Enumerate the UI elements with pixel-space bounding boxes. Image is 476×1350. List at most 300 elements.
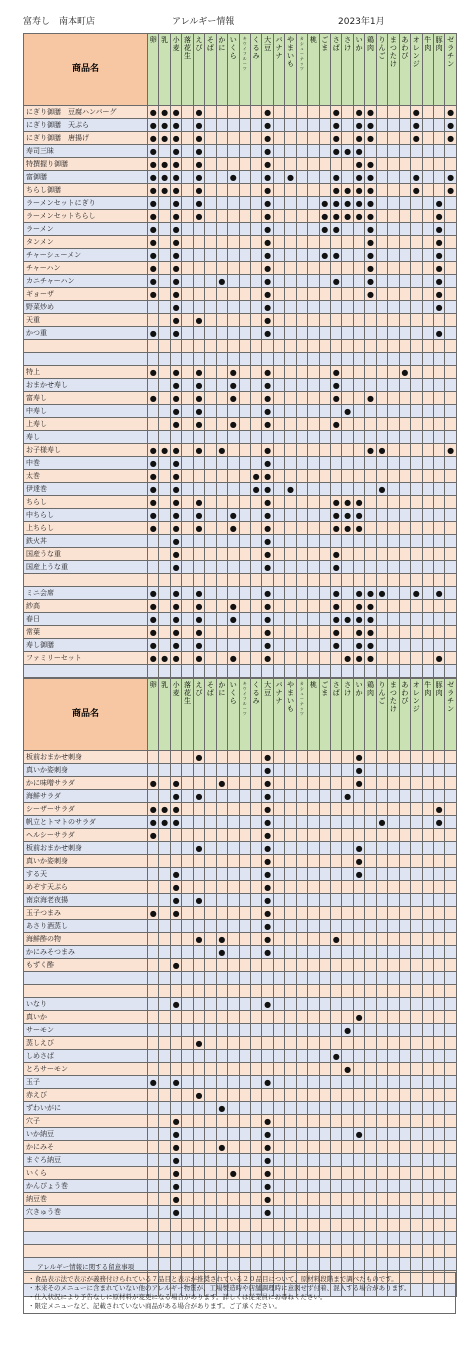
allergen-cell [411,868,422,881]
allergen-cell [228,522,239,535]
allergen-cell [445,855,456,868]
allergen-cell [331,236,342,249]
table-row [24,184,457,197]
allergen-cell [296,613,307,626]
allergen-cell [273,1115,284,1128]
allergen-cell [353,327,364,340]
allergen-label: 牛肉 [424,36,432,52]
allergen-cell [170,522,181,535]
allergen-cell [308,1115,319,1128]
allergen-cell [319,301,330,314]
allergen-cell [433,379,444,392]
allergen-cell [365,483,376,496]
table-row [24,444,457,457]
product-name: カニチャーハン [24,275,148,288]
allergen-cell [399,751,410,764]
allergen-cell [285,790,296,803]
allergen-cell [205,249,216,262]
allergen-cell [239,444,250,457]
allergen-cell [285,764,296,777]
allergen-cell [388,561,399,574]
allergen-cell [376,933,387,946]
allergen-cell [353,881,364,894]
allergen-cell [205,392,216,405]
table-row [24,1024,457,1037]
allergen-cell [353,1167,364,1180]
allergen-cell [388,1050,399,1063]
allergen-mark: ● [149,471,157,481]
allergen-cell [239,764,250,777]
allergen-mark: ● [355,172,363,182]
allergen-label: 牛肉 [424,681,432,697]
allergen-mark: ● [264,1181,272,1191]
allergen-cell [159,946,170,959]
allergen-cell [159,119,170,132]
allergen-cell [148,1219,159,1232]
allergen-cell [159,1180,170,1193]
allergen-cell [411,790,422,803]
allergen-cell [170,1180,181,1193]
allergen-label: さけ [344,36,352,52]
allergen-cell [376,652,387,665]
allergen-cell [433,444,444,457]
allergen-cell [296,881,307,894]
note-item: ・仕入状況により予告なしに原材料が変更になる場合があります。詳しくは従業員にお尋ねください。 [28,1293,327,1301]
note-item: ・本来そのメニューに含まれていない他のアレルギー物質が、工場製造時や店舗調理時に意図せず付着、混入する場合があります。 [28,1284,411,1292]
allergen-cell [308,868,319,881]
allergen-cell [331,1180,342,1193]
allergen-cell [148,639,159,652]
allergen-cell [411,210,422,223]
allergen-cell [331,1050,342,1063]
allergen-cell [250,1115,261,1128]
allergen-cell [273,920,284,933]
allergen-cell [159,613,170,626]
allergen-cell [353,626,364,639]
allergen-cell [319,1206,330,1219]
allergen-mark: ● [172,791,180,801]
allergen-cell [411,803,422,816]
allergen-cell [296,1219,307,1232]
table-row [24,1063,457,1076]
allergen-mark: ● [355,588,363,598]
allergen-cell [365,236,376,249]
allergen-cell [193,392,204,405]
allergen-cell [422,881,433,894]
allergen-cell [205,639,216,652]
allergen-cell [159,1115,170,1128]
allergen-cell [193,262,204,275]
allergen-cell [353,223,364,236]
allergen-cell [445,119,456,132]
table-row [24,907,457,920]
allergen-cell [216,1154,227,1167]
allergen-cell [262,353,273,366]
allergen-cell [353,574,364,587]
allergen-mark: ● [172,1129,180,1139]
allergen-cell [342,535,353,548]
allergen-cell [445,907,456,920]
allergen-cell [319,1063,330,1076]
allergen-cell [445,301,456,314]
allergen-mark: ● [264,843,272,853]
table-row [24,816,457,829]
allergen-cell [376,1102,387,1115]
product-name: 中巻 [24,457,148,470]
product-name: 太巻 [24,470,148,483]
allergen-cell [445,483,456,496]
allergen-mark: ● [264,817,272,827]
allergen-cell [399,816,410,829]
allergen-cell [159,431,170,444]
allergen-cell [365,405,376,418]
allergen-cell [376,496,387,509]
allergen-cell [193,1193,204,1206]
allergen-cell [159,366,170,379]
allergen-cell [422,262,433,275]
allergen-cell [262,1063,273,1076]
allergen-cell [273,816,284,829]
allergen-mark: ● [172,601,180,611]
product-name: ミニ会席 [24,587,148,600]
allergen-cell [205,288,216,301]
allergen-cell [308,790,319,803]
allergen-cell [159,894,170,907]
allergen-mark: ● [149,107,157,117]
allergen-mark: ● [332,549,340,559]
allergen-cell [216,366,227,379]
allergen-cell [422,1245,433,1258]
allergen-header [205,679,216,751]
allergen-cell [216,132,227,145]
allergen-cell [216,275,227,288]
allergen-mark: ● [172,510,180,520]
allergen-cell [342,816,353,829]
allergen-cell [216,803,227,816]
allergen-cell [159,1128,170,1141]
allergen-cell [399,1232,410,1245]
allergen-cell [273,587,284,600]
allergen-cell [170,613,181,626]
allergen-cell [399,665,410,678]
allergen-mark: ● [367,393,375,403]
allergen-cell [319,132,330,145]
allergen-cell [216,894,227,907]
allergen-mark: ● [344,146,352,156]
allergen-cell [296,1063,307,1076]
allergen-header [296,34,307,106]
allergen-cell [445,561,456,574]
allergen-cell [250,829,261,842]
allergen-header [285,679,296,751]
allergen-cell [331,1089,342,1102]
allergen-cell [228,1102,239,1115]
allergen-cell [342,894,353,907]
allergen-cell [308,1232,319,1245]
allergen-cell [422,236,433,249]
allergen-cell [216,145,227,158]
allergen-label: 豚肉 [435,681,443,697]
allergen-cell [365,353,376,366]
table-row [24,314,457,327]
allergen-cell [365,613,376,626]
allergen-cell [342,223,353,236]
allergen-cell [182,171,193,184]
allergen-cell [193,933,204,946]
allergen-cell [376,145,387,158]
allergen-cell [182,1024,193,1037]
allergen-cell [182,1245,193,1258]
allergen-cell [399,1193,410,1206]
allergen-cell [388,574,399,587]
allergen-cell [273,119,284,132]
allergen-mark: ● [149,458,157,468]
allergen-cell [239,920,250,933]
allergen-cell [433,881,444,894]
allergen-cell [205,223,216,236]
allergen-mark: ● [264,549,272,559]
allergen-cell [445,262,456,275]
allergen-cell [216,561,227,574]
allergen-mark: ● [161,107,169,117]
allergen-cell [331,262,342,275]
allergen-cell [376,946,387,959]
allergen-cell [205,842,216,855]
allergen-cell [411,301,422,314]
allergen-cell [250,1245,261,1258]
allergen-cell [376,1115,387,1128]
allergen-cell [411,1063,422,1076]
allergen-cell [262,665,273,678]
allergen-cell [262,790,273,803]
allergen-cell [376,1089,387,1102]
allergen-cell [319,496,330,509]
allergen-mark: ● [172,133,180,143]
table-row [24,288,457,301]
allergen-cell [388,764,399,777]
product-name: シーザーサラダ [24,803,148,816]
allergen-cell [319,1102,330,1115]
allergen-cell [422,1024,433,1037]
allergen-mark: ● [378,484,386,494]
allergen-mark: ● [344,791,352,801]
allergen-cell [273,790,284,803]
allergen-cell [205,340,216,353]
allergen-cell [411,959,422,972]
allergen-cell [445,210,456,223]
allergen-mark: ● [355,869,363,879]
allergen-cell [159,1193,170,1206]
allergen-cell [445,600,456,613]
allergen-cell [285,340,296,353]
allergen-cell [296,920,307,933]
allergen-cell [319,509,330,522]
allergen-cell [228,405,239,418]
allergen-cell [319,210,330,223]
table-row [24,132,457,145]
allergen-mark: ● [344,497,352,507]
allergen-mark: ● [367,588,375,598]
allergen-mark: ● [252,471,260,481]
allergen-cell [399,652,410,665]
allergen-cell [308,894,319,907]
allergen-mark: ● [367,276,375,286]
allergen-cell [262,548,273,561]
allergen-cell [388,790,399,803]
allergen-cell [273,496,284,509]
allergen-cell [342,496,353,509]
allergen-cell [411,816,422,829]
allergen-cell [205,1219,216,1232]
allergen-cell [388,998,399,1011]
allergen-cell [388,353,399,366]
allergen-cell [433,366,444,379]
allergen-cell [182,535,193,548]
allergen-cell [376,868,387,881]
allergen-cell [399,777,410,790]
allergen-cell [319,522,330,535]
allergen-cell [365,1011,376,1024]
allergen-cell [376,1050,387,1063]
allergen-mark: ● [332,510,340,520]
allergen-cell [170,1076,181,1089]
allergen-cell [159,933,170,946]
allergen-cell [205,119,216,132]
allergen-cell [376,855,387,868]
allergen-cell [399,587,410,600]
allergen-cell [388,803,399,816]
allergen-mark: ● [172,263,180,273]
product-name: 蒸しえび [24,1037,148,1050]
allergen-mark: ● [161,185,169,195]
allergen-cell [193,158,204,171]
allergen-cell [445,1245,456,1258]
allergen-cell [205,1193,216,1206]
allergen-cell [399,1154,410,1167]
allergen-cell [376,444,387,457]
allergen-cell [445,418,456,431]
allergen-cell [319,829,330,842]
table-row [24,652,457,665]
allergen-cell [262,907,273,920]
allergen-cell [319,972,330,985]
allergen-mark: ● [172,562,180,572]
allergen-cell [411,972,422,985]
allergen-cell [148,509,159,522]
allergen-cell [422,223,433,236]
allergen-cell [262,288,273,301]
allergen-cell [319,665,330,678]
allergen-cell [228,132,239,145]
allergen-cell [193,1167,204,1180]
allergen-cell [148,1245,159,1258]
allergen-cell [250,184,261,197]
allergen-mark: ● [172,250,180,260]
allergen-cell [182,314,193,327]
allergen-cell [262,327,273,340]
allergen-cell [365,920,376,933]
allergen-cell [411,829,422,842]
allergen-cell [159,985,170,998]
table-row [24,431,457,444]
allergen-cell [216,1102,227,1115]
allergen-cell [148,894,159,907]
allergen-cell [388,1141,399,1154]
allergen-cell [159,184,170,197]
allergen-cell [445,340,456,353]
product-name: 寿し [24,431,148,444]
allergen-cell [205,1128,216,1141]
allergen-cell [159,1063,170,1076]
allergen-cell [170,444,181,457]
allergen-cell [216,613,227,626]
allergen-cell [308,665,319,678]
allergen-cell [216,1011,227,1024]
allergen-mark: ● [172,588,180,598]
allergen-mark: ● [172,185,180,195]
allergen-cell [228,535,239,548]
product-name: 上ちらし [24,522,148,535]
product-name: 富寿し [24,392,148,405]
allergen-mark: ● [332,588,340,598]
allergen-cell [159,522,170,535]
allergen-cell [159,920,170,933]
allergen-cell [148,106,159,119]
allergen-cell [422,907,433,920]
allergen-mark: ● [252,484,260,494]
allergen-cell [228,1076,239,1089]
allergen-cell [262,561,273,574]
allergen-mark: ● [367,159,375,169]
allergen-mark: ● [264,856,272,866]
allergen-cell [228,379,239,392]
allergen-cell [388,777,399,790]
allergen-cell [250,626,261,639]
allergen-cell [308,236,319,249]
allergen-cell [285,1167,296,1180]
notes-title: アレルギー情報に関する留意事項 [37,1263,135,1271]
allergen-cell [399,548,410,561]
allergen-cell [239,236,250,249]
allergen-cell [205,959,216,972]
allergen-mark: ● [344,185,352,195]
allergen-cell [353,1180,364,1193]
allergen-mark: ● [229,380,237,390]
product-name: 寿司三昧 [24,145,148,158]
allergen-mark: ● [332,419,340,429]
allergen-mark: ● [172,497,180,507]
allergen-cell [216,171,227,184]
allergen-mark: ● [355,510,363,520]
allergen-cell [273,1037,284,1050]
allergen-cell [342,418,353,431]
allergen-mark: ● [435,653,443,663]
allergen-cell [273,262,284,275]
allergen-cell [365,764,376,777]
allergen-cell [353,197,364,210]
allergen-cell [262,972,273,985]
allergen-cell [205,587,216,600]
allergen-cell [216,959,227,972]
allergen-cell [319,1037,330,1050]
allergen-cell [342,548,353,561]
allergen-cell [170,574,181,587]
allergen-cell [342,1089,353,1102]
allergen-cell [273,366,284,379]
allergen-cell [319,1232,330,1245]
allergen-cell [262,392,273,405]
allergen-cell [342,777,353,790]
